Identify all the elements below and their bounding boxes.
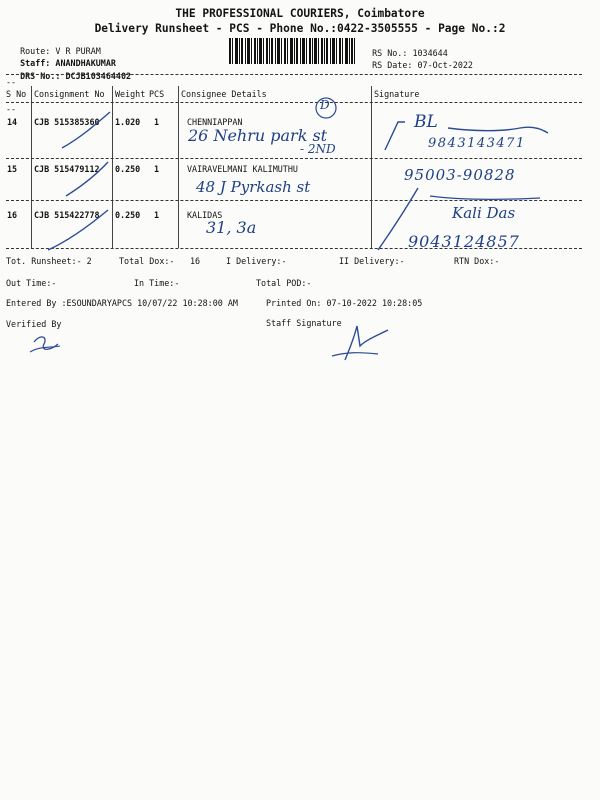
row-consignee: CHENNIAPPAN xyxy=(187,117,243,127)
route-label: Route: xyxy=(20,46,51,56)
row-weight: 0.250 xyxy=(115,164,141,174)
col-header-consignment: Consignment No xyxy=(34,89,105,99)
runsheet-subtitle: Delivery Runsheet - PCS - Phone No.:0422-3505555 - Page No.:2 xyxy=(94,22,506,35)
col-header-consignee: Consignee Details xyxy=(181,89,267,99)
row-consignment: CJB 515479112 xyxy=(34,164,100,174)
rs-date-value: 07-Oct-2022 xyxy=(417,60,473,70)
row-weight: 1.020 xyxy=(115,117,141,127)
out-time: Out Time:- xyxy=(6,278,57,288)
ii-delivery: II Delivery:- xyxy=(339,256,405,266)
handwritten-phone: 9843143471 xyxy=(428,136,526,151)
row-consignment: CJB 515422778 xyxy=(34,210,100,220)
row-consignee: KALIDAS xyxy=(187,210,223,220)
handwritten-phone: 9043124857 xyxy=(408,232,520,251)
route-value: V R PURAM xyxy=(55,46,101,56)
handwritten-name: Kali Das xyxy=(452,204,516,222)
drs-label: DRS No.: xyxy=(20,71,61,81)
row-sno: 14 xyxy=(7,117,18,127)
total-dox-label: Total Dox:- xyxy=(119,256,175,266)
company-title: THE PROFESSIONAL COURIERS, Coimbatore xyxy=(175,7,425,20)
handwritten-address: 31, 3a xyxy=(206,218,257,237)
row-consignment: CJB 515385360 xyxy=(34,117,100,127)
verified-by-label: Verified By xyxy=(6,319,62,329)
row-consignee: VAIRAVELMANI KALIMUTHU xyxy=(187,164,298,174)
total-dox-value: 16 xyxy=(190,256,201,266)
staff-signature-label: Staff Signature xyxy=(266,318,342,328)
row-pcs: 1 xyxy=(154,117,160,127)
col-header-sno: S No xyxy=(6,89,27,99)
entered-by: Entered By :ESOUNDARYAPCS 10/07/22 10:28:00 AM xyxy=(6,298,238,308)
handwritten-address: 26 Nehru park st xyxy=(188,126,328,145)
row-pcs: 1 xyxy=(154,210,160,220)
lead-marker: -- xyxy=(6,77,17,87)
col-header-signature: Signature xyxy=(374,89,420,99)
i-delivery: I Delivery:- xyxy=(226,256,287,266)
rs-no-label: RS No.: xyxy=(372,48,408,58)
total-pod: Total POD:- xyxy=(256,278,312,288)
lead-marker-2: -- xyxy=(6,104,17,114)
handwritten-floor: - 2ND xyxy=(300,142,336,156)
handwritten-signature: BL xyxy=(414,112,438,132)
staff-label: Staff: xyxy=(20,58,51,68)
row-sno: 15 xyxy=(7,164,18,174)
in-time: In Time:- xyxy=(134,278,180,288)
row-weight: 0.250 xyxy=(115,210,141,220)
handwritten-mark: D xyxy=(320,98,330,112)
rtn-dox: RTN Dox:- xyxy=(454,256,500,266)
printed-on: Printed On: 07-10-2022 10:28:05 xyxy=(266,298,423,308)
row-pcs: 1 xyxy=(154,164,160,174)
tot-runsheet: Tot. Runsheet:- 2 xyxy=(6,256,92,266)
handwritten-phone: 95003-90828 xyxy=(404,166,516,184)
rs-no-value: 1034644 xyxy=(412,48,448,58)
drs-value: DCJB103464402 xyxy=(65,71,132,81)
col-header-weight: Weight xyxy=(115,89,146,99)
staff-value: ANANDHAKUMAR xyxy=(55,58,116,68)
col-header-pcs: PCS xyxy=(149,89,165,99)
row-sno: 16 xyxy=(7,210,18,220)
rs-date-label: RS Date: xyxy=(372,60,413,70)
handwritten-address: 48 J Pyrkash st xyxy=(196,178,311,196)
